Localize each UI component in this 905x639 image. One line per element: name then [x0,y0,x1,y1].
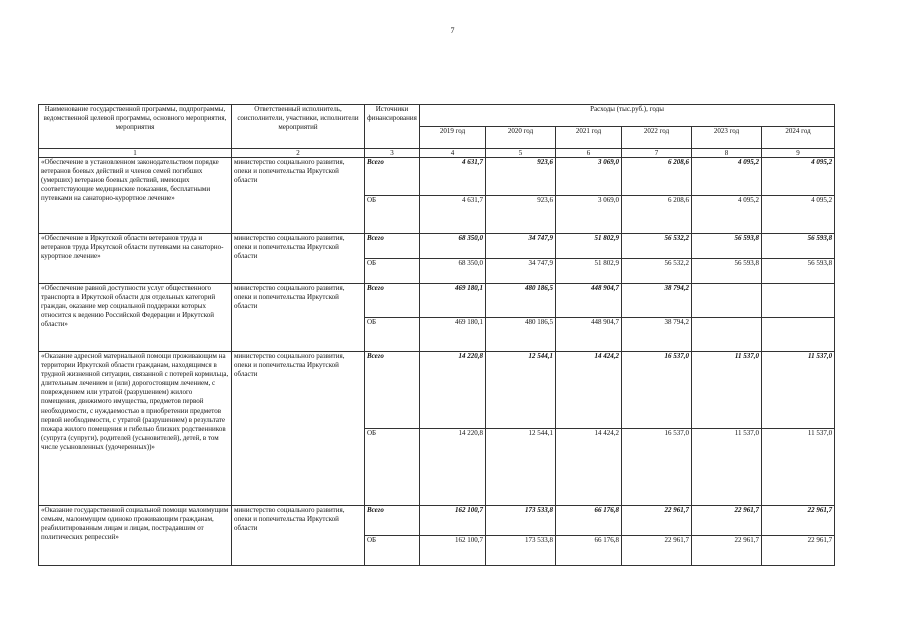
header-year: 2024 год [762,127,835,149]
total-value: 4 095,2 [762,158,835,196]
header-name-column: Наименование государственной программы, подпрограммы, ведомственной целевой программы, основного мероприятия, мероприятия [39,105,232,149]
ob-value: 4 631,7 [420,196,486,234]
column-number: 2 [232,149,365,158]
ob-value: 162 100,7 [420,536,486,566]
total-value: 14 220,8 [420,352,486,429]
measure-executor: министерство социального развития, опеки и попечительства Иркутской области [232,352,365,506]
column-number: 3 [365,149,420,158]
source-total-label: Всего [365,352,420,429]
table-row [39,234,835,259]
column-number: 1 [39,149,232,158]
table-row [39,352,835,429]
ob-value: 56 593,8 [692,259,762,284]
header-year: 2020 год [486,127,556,149]
total-value: 38 794,2 [622,284,692,318]
source-total-label: Всего [365,506,420,536]
source-ob-label: ОБ [365,196,420,234]
ob-value: 3 069,0 [556,196,622,234]
total-value: 6 208,6 [622,158,692,196]
header-year: 2022 год [622,127,692,149]
measure-name: «Обеспечение в установленном законодательством порядке ветеранов боевых действий и членов семей погибших (умерших) ветеранов боевых действий, имеющих соответствующие медицинские показания, бесплатными путевками на санаторно-курортное лечение» [39,158,232,234]
total-value: 4 631,7 [420,158,486,196]
ob-value: 22 961,7 [622,536,692,566]
column-numbers-row [39,149,835,158]
header-source-column: Источники финансирования [365,105,420,149]
ob-value: 56 532,2 [622,259,692,284]
measure-name: «Оказание государственной социальной помощи малоимущим семьям, малоимущим одиноко проживающим гражданам, реабилитированным лицам и лицам, пострадавшим от политических репрессий» [39,506,232,566]
ob-value: 68 350,0 [420,259,486,284]
column-number: 6 [556,149,622,158]
total-value: 480 186,5 [486,284,556,318]
source-ob-label: ОБ [365,429,420,506]
measure-executor: министерство социального развития, опеки и попечительства Иркутской области [232,506,365,566]
source-total-label: Всего [365,158,420,196]
total-value: 162 100,7 [420,506,486,536]
total-value: 12 544,1 [486,352,556,429]
ob-value: 56 593,8 [762,259,835,284]
total-value [762,284,835,318]
measure-name: «Оказание адресной материальной помощи проживающим на территории Иркутской области гражданам, находящимся в трудной жизненной ситуации, связанной с потерей кормильца, длительным лечением и (или) дорогостоящим лечением, с повреждением или утратой (разрушением) жилого помещения, движимого имущества, предметов первой необходимости, с нуждаемостью в приобретении предметов первой необходимости, с утратой (разрушением) в результате пожара жилого помещения и гибелью близких родственников (супруга (супруги), родителей (усыновителей), детей, в том числе усыновленных (удочеренных))» [39,352,232,506]
column-number: 4 [420,149,486,158]
ob-value: 11 537,0 [692,429,762,506]
header-year: 2019 год [420,127,486,149]
ob-value: 66 176,8 [556,536,622,566]
page-number: 7 [450,26,455,35]
ob-value: 14 424,2 [556,429,622,506]
header-year: 2021 год [556,127,622,149]
total-value: 11 537,0 [762,352,835,429]
column-number: 7 [622,149,692,158]
ob-value: 4 095,2 [692,196,762,234]
source-total-label: Всего [365,234,420,259]
ob-value: 51 802,9 [556,259,622,284]
table-row [39,284,835,318]
column-number: 8 [692,149,762,158]
ob-value: 34 747,9 [486,259,556,284]
ob-value: 173 533,8 [486,536,556,566]
total-value: 3 069,0 [556,158,622,196]
measure-executor: министерство социального развития, опеки и попечительства Иркутской области [232,158,365,234]
source-ob-label: ОБ [365,318,420,352]
total-value: 56 593,8 [762,234,835,259]
ob-value: 11 537,0 [762,429,835,506]
header-year: 2023 год [692,127,762,149]
budget-table [38,104,835,566]
total-value: 923,6 [486,158,556,196]
total-value: 56 532,2 [622,234,692,259]
ob-value: 4 095,2 [762,196,835,234]
ob-value: 38 794,2 [622,318,692,352]
total-value: 448 904,7 [556,284,622,318]
ob-value: 22 961,7 [692,536,762,566]
header-expenses-column: Расходы (тыс.руб.), годы [420,105,835,127]
measure-executor: министерство социального развития, опеки и попечительства Иркутской области [232,284,365,352]
source-total-label: Всего [365,284,420,318]
source-ob-label: ОБ [365,536,420,566]
ob-value [762,318,835,352]
total-value: 66 176,8 [556,506,622,536]
ob-value [692,318,762,352]
total-value: 14 424,2 [556,352,622,429]
header-executor-column: Ответственный исполнитель, соисполнители, участники, исполнители мероприятий [232,105,365,149]
ob-value: 469 180,1 [420,318,486,352]
ob-value: 22 961,7 [762,536,835,566]
total-value: 68 350,0 [420,234,486,259]
ob-value: 6 208,6 [622,196,692,234]
total-value: 4 095,2 [692,158,762,196]
ob-value: 448 904,7 [556,318,622,352]
total-value: 22 961,7 [622,506,692,536]
total-value: 16 537,0 [622,352,692,429]
total-value: 173 533,8 [486,506,556,536]
table-row [39,506,835,536]
measure-name: «Обеспечение равной доступности услуг общественного транспорта в Иркутской области для отдельных категорий граждан, оказание мер социальной поддержки которых относится к ведению Российской Федерации и Иркутской области» [39,284,232,352]
ob-value: 14 220,8 [420,429,486,506]
ob-value: 12 544,1 [486,429,556,506]
total-value: 22 961,7 [762,506,835,536]
source-ob-label: ОБ [365,259,420,284]
total-value: 22 961,7 [692,506,762,536]
column-number: 5 [486,149,556,158]
total-value: 11 537,0 [692,352,762,429]
total-value [692,284,762,318]
table-row [39,158,835,196]
measure-name: «Обеспечение в Иркутской области ветеранов труда и ветеранов труда Иркутской области путевками на санаторно-курортное лечение» [39,234,232,284]
total-value: 56 593,8 [692,234,762,259]
total-value: 469 180,1 [420,284,486,318]
total-value: 51 802,9 [556,234,622,259]
ob-value: 16 537,0 [622,429,692,506]
measure-executor: министерство социального развития, опеки и попечительства Иркутской области [232,234,365,284]
column-number: 9 [762,149,835,158]
ob-value: 923,6 [486,196,556,234]
total-value: 34 747,9 [486,234,556,259]
ob-value: 480 186,5 [486,318,556,352]
